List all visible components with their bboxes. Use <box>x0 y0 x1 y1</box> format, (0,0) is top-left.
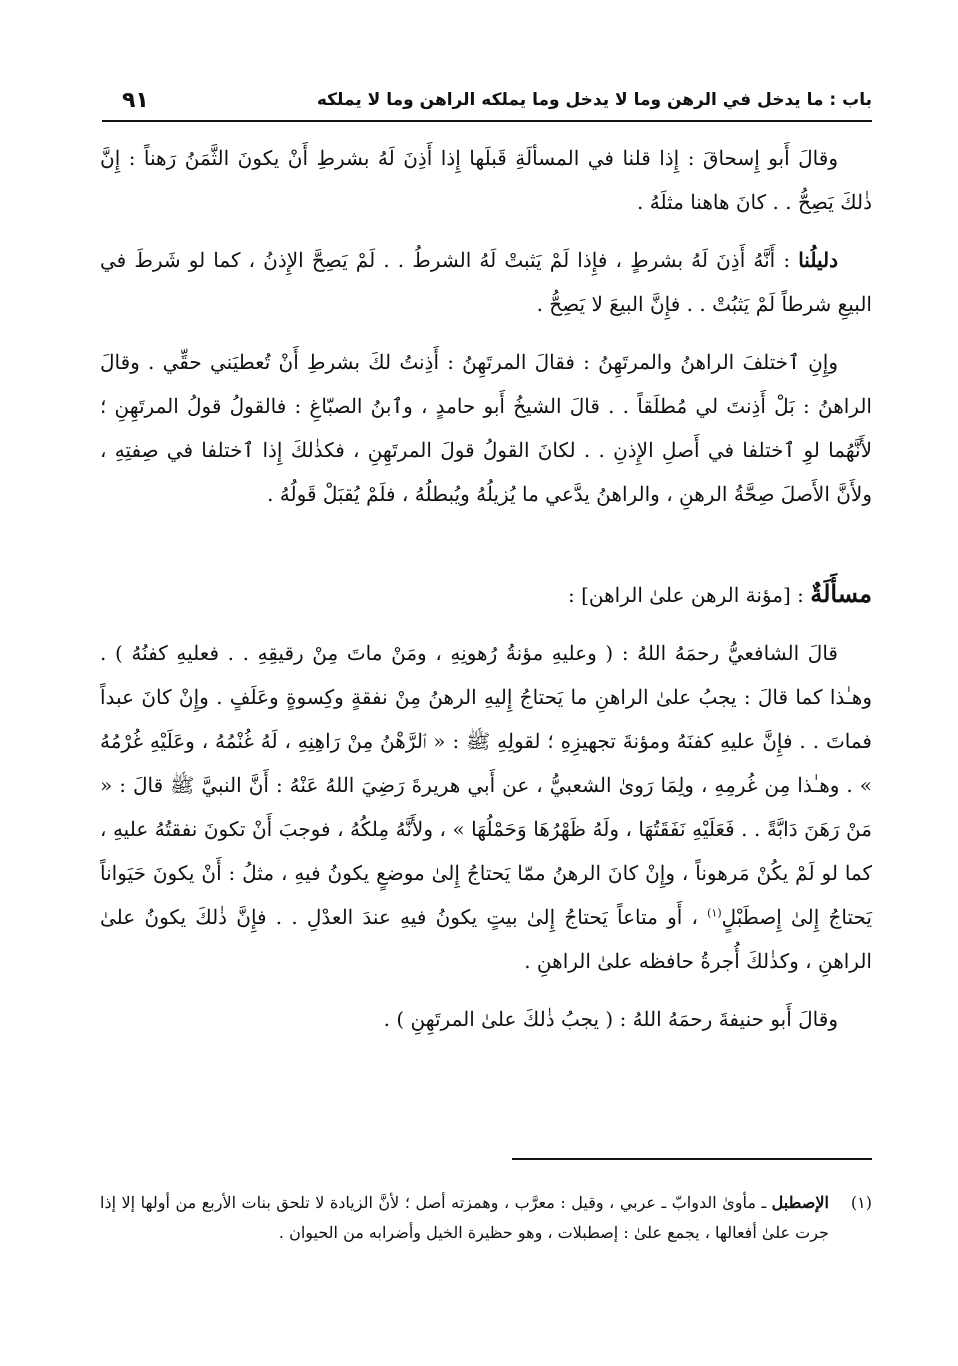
footnote-term: الإصطبل <box>771 1193 829 1212</box>
dalil-text: : أَنَّهُ أَذِنَ لَهُ بشرطٍ ، فإِذا لَمْ يَثبتْ لَهُ الشرطُ . . لَمْ يَصِحَّ الإِذنُ ، كما لو شَرطَ في البيعِ شرطاً لَمْ يَثبُتْ . . فإِنَّ البيعَ لا يَصِحُّ . <box>100 248 872 316</box>
paragraph-abu-hanifa: وقالَ أَبو حنيفةَ رحمَهُ اللهُ : ( يجبُ ذٰلكَ علىٰ المرتَهِنِ ) . <box>383 1007 838 1031</box>
paragraph-dalil <box>100 238 872 326</box>
masala-section <box>100 572 872 1041</box>
running-header <box>102 80 872 122</box>
dalil-lead: دليلُنا <box>798 248 838 272</box>
chapter-title: باب : ما يدخل في الرهن وما لا يدخل وما يملكه الراهن وما لا يملكه <box>316 90 872 110</box>
footnote <box>100 1188 872 1248</box>
masala-heading: مسأَلَةٌ <box>810 579 872 608</box>
page-number: ٩١ <box>122 87 149 113</box>
masala-title-line <box>100 572 872 617</box>
footnote-text: ـ مأوىٰ الدوابّ ـ عربي ، وقيل : معرَّب ، وهمزته أصل ؛ لأنَّ الزيادة لا تلحق بنات الأربع من أولها إلا إذا جرت علىٰ أفعالها ، يجمع علىٰ : إصطبلات ، وهو حظيرة الخيل وأضرابه من الحيوان . <box>100 1193 829 1242</box>
paragraph-abu-ishaq: وقالَ أَبو إِسحاقَ : إِذا قلنا في المسألَةِ قَبلَها إِذا أَذِنَ لَهُ بشرطِ أَنْ يكونَ الثَّمَنُ رَهناً : إِنَّ ذٰلكَ يَصِحُّ . . كانَ هاهنا مثلَهُ . <box>100 146 872 214</box>
footnote-reference[interactable]: (١) <box>707 906 722 920</box>
paragraph-shafii <box>100 631 872 983</box>
shafii-text-tail: ، أَو متاعاً يَحتاجُ إِلىٰ بيتٍ يكونُ فيهِ عندَ العدْلِ . . فإِنَّ ذٰلكَ يكونُ علىٰ الراهنِ ، وكذٰلكَ أُجرةُ حافظه علىٰ الراهنِ . <box>100 905 872 973</box>
footnote-separator <box>512 1158 872 1160</box>
footnote-body <box>100 1188 829 1248</box>
main-text <box>100 136 872 1055</box>
paragraph-ikhtilaf: وإِنِ ٱختلفَ الراهنُ والمرتَهِنُ : فقالَ المرتَهِنُ : أَذِنتُ لكَ بشرطِ أَنْ تُعطيَني حقِّي . وقالَ الراهنُ : بَلْ أَذِنتَ لي مُطلَقاً . . قالَ الشيخُ أَبو حامدٍ ، وٱبنُ الصبّاغِ : فالقولُ قولُ المرتَهِنِ ؛ لأَنَّهُما لوِ ٱختلفا في أَصلِ الإِذنِ . . لكانَ القولُ قولَ المرتَهِنِ ، فكذٰلكَ إِذا ٱختلفا في صِفتِهِ ، ولأَنَّ الأَصلَ صِحَّةُ الرهنِ ، والراهنُ يدَّعي ما يُزيلُهُ ويُبطلُهُ ، فلَمْ يُقبَلْ قَولُهُ . <box>100 350 872 506</box>
shafii-text: قالَ الشافعيُّ رحمَهُ اللهُ : ( وعليهِ مؤنةُ رُهونِهِ ، ومَنْ ماتَ مِنْ رقيقِهِ . . فعليهِ كفنُهُ ) . وهـٰذا كما قالَ : يجبُ علىٰ الراهنِ ما يَحتاجُ إِليهِ الرهنُ مِنْ نفقةٍ وكِسوةٍ وعَلَفٍ . وإِنْ كانَ عبداً فماتَ . . فإِنَّ عليهِ كفنَهُ ومؤنةَ تجهيزِهِ ؛ لقولِهِ ﷺ : « ٱلرَّهْنُ مِنْ رَاهِنِهِ ، لَهُ غُنْمُهُ ، وعَلَيْهِ غُرْمُهُ » . وهـٰذا مِن غُرمِهِ ، ولِمَا رَوىٰ الشعبيُّ ، عن أَبي هريرةَ رَضِيَ اللهُ عَنْهُ : أَنَّ النبيَّ ﷺ قالَ : « مَنْ رَهَنَ دَابَّةً . . فَعَلَيْهِ نَفَقَتُهَا ، ولَهُ ظَهْرُهَا وَحَمْلُهَا » ، ولأَنَّهُ مِلكُهُ ، فوجبَ أَنْ تكونَ نفقتُهُ عليهِ ، كما لو لَمْ يكُنْ مَرهوناً ، وإِنْ كانَ الرهنُ ممّا يَحتاجُ إِلىٰ موضعٍ يكونُ فيهِ ، مثلُ : أَنْ يكونَ حَيَواناً يَحتاجُ إِلىٰ إِصطَبْلٍ <box>100 641 872 929</box>
masala-subtitle: : [مؤنة الرهن علىٰ الراهن] : <box>567 583 811 607</box>
footnote-marker: (١) <box>850 1193 872 1212</box>
